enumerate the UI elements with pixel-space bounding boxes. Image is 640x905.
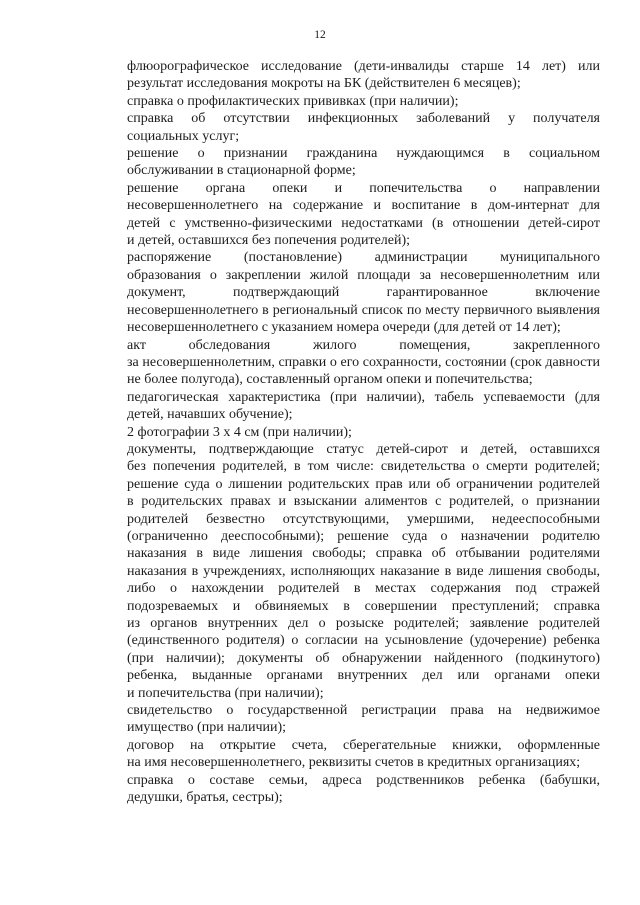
paragraph	[90, 424, 600, 441]
text-line: справка об отсутствии инфекционных заболеваний у получателя	[127, 111, 600, 127]
paragraph	[90, 180, 600, 250]
text-line: за несовершеннолетним, справки о его сохранности, состоянии (срок давности	[127, 354, 600, 370]
text-line: несовершеннолетнего в региональный список по месту первичного выявления	[127, 302, 600, 318]
paragraph	[90, 337, 600, 389]
text-line: обслуживании в стационарной форме;	[127, 163, 356, 179]
text-line: свидетельство о государственной регистрации права на недвижимое	[127, 703, 600, 719]
paragraph	[90, 772, 600, 807]
text-line: наказания в виде лишения свободы; справка об отбывании родителями	[127, 546, 600, 562]
text-line: акт обследования жилого помещения, закрепленного	[127, 337, 600, 353]
text-line: в родительских правах и взыскании алиментов с родителей, о признании	[127, 494, 600, 510]
paragraph	[90, 93, 600, 110]
text-line: из органов внутренних дел о розыске родителей; заявление родителей	[127, 616, 600, 631]
text-line: дедушки, братья, сестры);	[127, 790, 283, 806]
text-line: (при наличии); документы об обнаружении найденного (подкинутого)	[127, 650, 600, 666]
text-line: ребенка, выданные органами внутренних дел или органами опеки	[127, 668, 600, 684]
paragraph	[90, 249, 600, 336]
text-line: (единственного родителя) о согласии на усыновление (удочерение) ребенка	[127, 633, 600, 649]
paragraph	[90, 58, 600, 93]
text-line: и детей, оставшихся без попечения родителей);	[127, 233, 411, 249]
text-line: не более полугода), составленный органом опеки и попечительства;	[127, 372, 533, 388]
document-body	[90, 58, 600, 806]
text-line: социальных услуг;	[127, 128, 240, 144]
paragraph	[90, 441, 600, 702]
text-line: детей с умственно-физическими недостатками (в отношении детей-сирот	[127, 215, 600, 231]
text-line: решение о признании гражданина нуждающимся в социальном	[127, 146, 600, 162]
text-line: справка о составе семьи, адреса родственников ребенка (бабушки,	[127, 772, 600, 788]
text-line: родителей безвестно отсутствующими, умершими, недееспособными	[127, 511, 600, 527]
page-number: 12	[314, 29, 326, 41]
text-line: результат исследования мокроты на БК (действителен 6 месяцев);	[127, 76, 521, 92]
text-line: подозреваемых и обвиняемых в совершении преступлений; справка	[127, 598, 600, 614]
text-line: на имя несовершеннолетнего, реквизиты счетов в кредитных организациях;	[127, 755, 581, 771]
text-line: образования о закреплении жилой площади за несовершеннолетним или	[127, 267, 600, 283]
text-line: 2 фотографии 3 х 4 см (при наличии);	[127, 424, 352, 440]
text-line: наказания в учреждениях, исполняющих наказание в виде лишения свободы,	[127, 563, 600, 579]
paragraph	[90, 702, 600, 737]
text-line: распоряжение (постановление) администрации муниципального	[127, 250, 600, 266]
text-line: несовершеннолетнего с указанием номера очереди (для детей от 14 лет);	[127, 320, 561, 336]
text-line: несовершеннолетнего на содержание и воспитание в дом-интернат для	[127, 198, 600, 214]
text-line: либо о нахождении родителей в местах содержания под стражей	[127, 581, 600, 597]
paragraph	[90, 737, 600, 772]
text-line: документы, подтверждающие статус детей-сирот и детей, оставшихся	[127, 441, 600, 457]
text-line: (ограниченно дееспособными); решение суда о назначении родителю	[127, 528, 600, 544]
text-line: документ, подтверждающий гарантированное включение	[127, 285, 600, 301]
text-line: решение суда о лишении родительских прав или об ограничении родителей	[127, 476, 600, 492]
text-line: флюорографическое исследование (дети-инвалиды старше 14 лет) или	[127, 59, 600, 74]
paragraph	[90, 389, 600, 424]
text-line: договор на открытие счета, сберегательные книжки, оформленные	[127, 737, 600, 753]
text-line: без попечения родителей, в том числе: свидетельства о смерти родителей;	[127, 459, 600, 475]
paragraph	[90, 110, 600, 145]
text-line: имущество (при наличии);	[127, 720, 287, 736]
text-line: решение органа опеки и попечительства о направлении	[127, 180, 600, 196]
text-line: справка о профилактических прививках (при наличии);	[127, 93, 459, 109]
text-line: детей, начавших обучение);	[127, 407, 293, 423]
paragraph	[90, 145, 600, 180]
text-line: и попечительства (при наличии);	[127, 685, 324, 701]
text-line: педагогическая характеристика (при наличии), табель успеваемости (для	[127, 389, 600, 405]
